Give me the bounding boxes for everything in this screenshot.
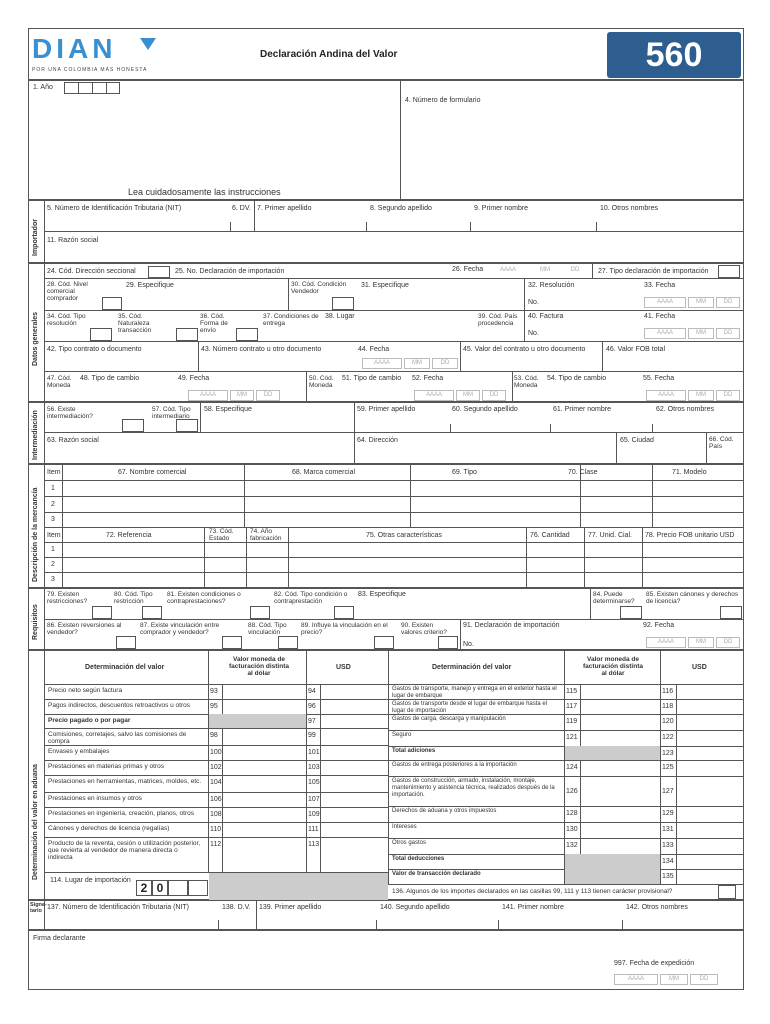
det-right-row-label: Total adiciones (392, 748, 436, 754)
instructions-text: Lea cuidadosamente las instrucciones (128, 187, 281, 197)
det-right-usd-number[interactable]: 129 (662, 810, 674, 817)
field-49-label: 49. Fecha (178, 375, 210, 382)
field-139-label: 139. Primer apellido (259, 904, 322, 911)
section-determinacion: Determinación del valor en aduana (32, 764, 39, 880)
det-left-box-number[interactable]: 108 (210, 811, 222, 818)
field-81-input[interactable] (250, 606, 270, 619)
det-gray-123 (565, 746, 660, 760)
field-88-label: 88. Cód. Tipo vinculación (248, 622, 287, 636)
det-right-usd-number[interactable]: 131 (662, 826, 674, 833)
field-45-label: 45. Valor del contrato u otro documento (463, 346, 586, 353)
field-91-label: 91. Declaración de importación (463, 622, 560, 629)
field-138-label: 138. D.V. (222, 904, 251, 911)
field-77-label: 77. Unid. Cial. (588, 532, 632, 539)
field-70-label: 70. Clase (568, 469, 598, 476)
det-left-usd-number[interactable]: 94 (308, 688, 316, 695)
field-8-label: 8. Segundo apellido (370, 205, 432, 212)
field-52-label: 52. Fecha (412, 375, 444, 382)
det-left-box-number[interactable]: 102 (210, 764, 222, 771)
field-10-label: 10. Otros nombres (600, 205, 658, 212)
field-9-label: 9. Primer nombre (474, 205, 529, 212)
field-74-label: 74. Año fabricación (250, 528, 282, 542)
det-left-row-label: Precio pagado o por pagar (48, 717, 131, 724)
field-79-input[interactable] (92, 606, 112, 619)
field-24-label: 24. Cód. Dirección seccional (47, 268, 136, 275)
field-43-label: 43. Número contrato u otro documento (201, 346, 322, 353)
desc-item-header: Item (47, 469, 61, 476)
det-right-row-label: Seguro (392, 732, 412, 738)
det-right-row-label: Valor de transacción declarado (392, 871, 481, 877)
det-left-usd-number[interactable]: 105 (308, 779, 320, 786)
det-header-left: Determinación del valor (85, 664, 165, 671)
field-64-label: 64. Dirección (357, 437, 398, 444)
field-41-label: 41. Fecha (644, 313, 676, 320)
field-91-no: No. (463, 641, 474, 648)
det-header-moneda-right: Valor moneda de facturación distinta al dólar (583, 656, 643, 677)
det-left-row-label: Prestaciones en herramientas, matrices, moldes, etc. (48, 778, 202, 785)
det-right-box-number[interactable]: 119 (566, 718, 578, 725)
field-32-label: 32. Resolución (528, 282, 575, 289)
field-27-input[interactable] (718, 265, 740, 278)
field-30-input[interactable] (332, 297, 354, 310)
det-left-row-label: Pagos indirectos, descuentos retroactivos u otros (48, 702, 190, 709)
desc-row-3b: 3 (51, 576, 55, 583)
det-left-box-number[interactable]: 100 (210, 749, 222, 756)
field-40-label: 40. Factura (528, 313, 564, 320)
field-29-label: 29. Especifique (126, 282, 174, 289)
field-136-label: 136. Algunos de los importes declarados en las casillas 99, 111 y 113 tienen carácter provisional? (392, 888, 673, 895)
field-35-input[interactable] (176, 328, 198, 341)
det-left-usd-number[interactable]: 109 (308, 811, 320, 818)
field-84-input[interactable] (620, 606, 642, 619)
field-80-input[interactable] (142, 606, 162, 619)
field-44-label: 44. Fecha (358, 346, 390, 353)
field-56-input[interactable] (122, 419, 144, 432)
field-88-input[interactable] (278, 636, 298, 649)
section-signatario: Signa- tario (30, 902, 47, 914)
det-header-usd-left: USD (336, 664, 351, 671)
field-82-label: 82. Cód. Tipo condición o contraprestación (274, 591, 348, 605)
det-left-usd-number[interactable]: 101 (308, 749, 320, 756)
field-63-label: 63. Razón social (47, 437, 99, 444)
section-datos-generales: Datos generales (32, 311, 39, 366)
field-31-label: 31. Especifique (361, 282, 409, 289)
det-left-usd-number[interactable]: 99 (308, 732, 316, 739)
section-descripcion: Descripción de la mercancía (32, 487, 39, 582)
field-51-label: 51. Tipo de cambio (342, 375, 402, 382)
field-38-label: 38. Lugar (325, 313, 355, 320)
field-87-label: 87. Existe vinculación entre comprador y vendedor? (140, 622, 220, 636)
det-left-row-label: Comisiones, corretajes, salvo las comisiones de compra (48, 731, 187, 745)
field-62-label: 62. Otros nombres (656, 406, 714, 413)
det-gray-134-135 (565, 854, 660, 884)
form-number: 560 (645, 36, 703, 74)
field-82-input[interactable] (334, 606, 354, 619)
field-140-label: 140. Segundo apellido (380, 904, 450, 911)
field-36-label: 36. Cód. Forma de envío (200, 313, 228, 334)
desc-item-header-2: Item (47, 532, 61, 539)
field-67-label: 67. Nombre comercial (118, 469, 187, 476)
field-46-label: 46. Valor FOB total (606, 346, 666, 353)
det-right-row-line (388, 776, 744, 777)
section-importador: Importador (32, 219, 39, 256)
field-66-label: 66. Cód. País (709, 436, 734, 450)
field-73-label: 73. Cód. Estado (209, 528, 234, 542)
field-11-label: 11. Razón social (47, 237, 99, 244)
field-72-label: 72. Referencia (106, 532, 152, 539)
field-76-label: 76. Cantidad (530, 532, 570, 539)
section-intermediacion: Intermediación (32, 410, 39, 460)
det-left-row-label: Cánones y derechos de licencia (regalías) (48, 825, 170, 832)
field-92-label: 92. Fecha (643, 622, 675, 629)
field-28-input[interactable] (102, 297, 122, 310)
det-left-box-number[interactable]: 95 (210, 703, 218, 710)
field-55-label: 55. Fecha (643, 375, 675, 382)
field-50-label: 50. Cód. Moneda (309, 375, 334, 389)
field-57-label: 57. Cód. Tipo intermediario (152, 406, 191, 420)
field-1-label: 1. Año (33, 84, 53, 91)
field-47-label: 47. Cód. Moneda (47, 375, 72, 389)
det-left-row-label: Prestaciones en insumos y otros (48, 795, 142, 802)
logo-text: DIAN (32, 36, 117, 62)
field-56-label: 56. Existe intermediación? (47, 406, 93, 420)
det-right-row-label: Total deducciones (392, 856, 445, 862)
field-32-no: No. (528, 299, 539, 306)
field-34-label: 34. Cód. Tipo resolución (47, 313, 86, 327)
field-68-label: 68. Marca comercial (292, 469, 356, 476)
field-81-label: 81. Existen condiciones o contraprestaciones? (167, 591, 241, 605)
det-right-usd-number[interactable]: 135 (662, 873, 674, 880)
field-84-label: 84. Puede determinarse? (593, 591, 635, 605)
desc-row-3: 3 (51, 516, 55, 523)
det-left-box-number[interactable]: 93 (210, 688, 218, 695)
desc-row-2b: 2 (51, 561, 55, 568)
field-80-label: 80. Cód. Tipo restricción (114, 591, 153, 605)
field-85-input[interactable] (720, 606, 742, 619)
det-right-row-label: Gastos de transporte desde el lugar de embarque hasta el lugar de importación (392, 701, 548, 714)
field-48-label: 48. Tipo de cambio (80, 375, 140, 382)
det-right-usd-number[interactable]: 123 (662, 750, 674, 757)
det-left-box-number[interactable]: 104 (210, 779, 222, 786)
field-7-label: 7. Primer apellido (257, 205, 312, 212)
det-left-usd-number[interactable]: 103 (308, 764, 320, 771)
det-right-row-label: Gastos de construcción, armado, instalación, montaje, mantenimiento y asistencia técnica, realizados después de la importación. (392, 778, 555, 798)
field-36-input[interactable] (236, 328, 258, 341)
field-59-label: 59. Primer apellido (357, 406, 416, 413)
field-4-label: 4. Número de formulario (405, 97, 481, 104)
field-89-label: 89. Influye la vinculación en el precio? (301, 622, 388, 636)
field-39-label: 39. Cód. País procedencia (478, 313, 518, 327)
field-78-label: 78. Precio FOB unitario USD (645, 532, 735, 539)
det-right-usd-number[interactable]: 122 (662, 734, 674, 741)
descripcion-frame (28, 464, 744, 588)
field-5-label: 5. Número de Identificación Tributaria (NIT) (47, 205, 182, 212)
field-30-label: 30. Cód. Condición Vendedor (291, 281, 347, 295)
field-85-label: 85. Existen cánones y derechos de licencia? (646, 591, 739, 605)
logo-mark-icon (140, 38, 156, 50)
field-42-label: 42. Tipo contrato o documento (47, 346, 142, 353)
det-left-row-label: Envases y embalajes (48, 748, 110, 755)
det-left-usd-number[interactable]: 111 (308, 826, 319, 833)
year-digit-3[interactable] (168, 880, 188, 896)
field-83-label: 83. Especifique (358, 591, 406, 598)
field-90-input[interactable] (438, 636, 458, 649)
field-69-label: 69. Tipo (452, 469, 477, 476)
year-digit-4[interactable] (188, 880, 208, 896)
det-right-box-number[interactable]: 132 (566, 842, 578, 849)
field-87-input[interactable] (222, 636, 242, 649)
det-right-row-label: Intereses (392, 824, 417, 830)
det-left-row-label: Precio neto según factura (48, 687, 123, 694)
det-right-box-number[interactable]: 130 (566, 826, 578, 833)
det-right-usd-number[interactable]: 133 (662, 842, 674, 849)
top-frame (28, 80, 744, 200)
det-right-row-label: Gastos de entrega posteriores a la importación (392, 762, 517, 768)
det-gray-114 (209, 873, 388, 900)
det-right-usd-number[interactable]: 116 (662, 688, 674, 695)
field-997-label: 997. Fecha de expedición (614, 960, 695, 967)
field-40-no: No. (528, 330, 539, 337)
form-title: Declaración Andina del Valor (260, 49, 398, 60)
field-114-label: 114. Lugar de importación (50, 877, 131, 884)
det-left-box-number[interactable]: 98 (210, 732, 218, 739)
det-right-box-number[interactable]: 115 (566, 688, 578, 695)
field-35-label: 35. Cód. Naturaleza transacción (118, 313, 152, 334)
det-right-row-label: Otros gastos (392, 840, 427, 846)
field-71-label: 71. Modelo (672, 469, 707, 476)
det-left-box-number[interactable]: 106 (210, 796, 222, 803)
section-requisitos: Requisitos (32, 604, 39, 640)
field-58-label: 58. Especifique (204, 406, 252, 413)
det-left-row-label: Producto de la reventa, cesión o utilización posterior, que revierta al vendedor de manera directa o indirecta (48, 840, 201, 861)
field-89-input[interactable] (374, 636, 394, 649)
det-right-usd-number[interactable]: 120 (662, 718, 674, 725)
det-left-usd-number[interactable]: 96 (308, 703, 316, 710)
det-right-usd-number[interactable]: 127 (662, 788, 674, 795)
det-right-box-number[interactable]: 128 (566, 810, 578, 817)
field-142-label: 142. Otros nombres (626, 904, 688, 911)
field-26-label: 26. Fecha (452, 266, 484, 273)
det-left-usd-number[interactable]: 107 (308, 796, 320, 803)
det-right-usd-number[interactable]: 134 (662, 858, 674, 865)
field-28-label: 28. Cód. Nivel comercial comprador (47, 281, 88, 302)
det-right-box-number[interactable]: 124 (566, 764, 578, 771)
field-65-label: 65. Ciudad (620, 437, 654, 444)
firma-label: Firma declarante (33, 935, 86, 942)
field-141-label: 141. Primer nombre (502, 904, 564, 911)
slogan: POR UNA COLOMBIA MÁS HONESTA (32, 67, 148, 73)
field-24-input[interactable] (148, 266, 170, 278)
det-left-usd-number[interactable]: 113 (308, 841, 320, 848)
det-left-box-number[interactable]: 110 (210, 826, 222, 833)
field-33-label: 33. Fecha (644, 282, 676, 289)
det-header-usd-right: USD (692, 664, 707, 671)
dian-logo (32, 36, 162, 62)
field-136-input[interactable] (718, 885, 736, 899)
det-right-row-label: Gastos de transporte, manejo y entrega en el exterior hasta el lugar de embarque (392, 686, 557, 699)
field-79-label: 79. Existen restricciones? (47, 591, 88, 605)
det-right-usd-number[interactable]: 125 (662, 764, 674, 771)
desc-row-2: 2 (51, 501, 55, 508)
field-137-label: 137. Número de Identificación Tributaria (NIT) (47, 904, 190, 911)
det-left-usd-number[interactable]: 97 (308, 718, 316, 725)
field-37-label: 37. Condiciones de entrega (263, 313, 319, 327)
field-75-label: 75. Otras características (366, 532, 442, 539)
year-prefix-0: 0 (152, 880, 168, 896)
det-left-row-label: Prestaciones en ingeniería, creación, planos, otros (48, 810, 194, 817)
field-90-label: 90. Existen valores criterio? (401, 622, 447, 636)
det-right-box-number[interactable]: 126 (566, 788, 578, 795)
det-left-row-label: Prestaciones en materias primas y otros (48, 763, 164, 770)
field-86-label: 86. Existen reversiones al vendedor? (47, 622, 122, 636)
field-27-label: 27. Tipo declaración de importación (598, 268, 709, 275)
det-left-box-number[interactable]: 112 (210, 841, 222, 848)
field-25-label: 25. No. Declaración de importación (175, 268, 285, 275)
det-right-usd-number[interactable]: 118 (662, 703, 674, 710)
field-57-input[interactable] (176, 419, 198, 432)
year-prefix-2: 2 (136, 880, 152, 896)
form-number-badge (607, 32, 741, 78)
desc-row-1: 1 (51, 485, 55, 492)
det-right-box-number[interactable]: 117 (566, 703, 578, 710)
field-61-label: 61. Primer nombre (553, 406, 611, 413)
det-gray-97 (209, 714, 306, 728)
field-54-label: 54. Tipo de cambio (547, 375, 607, 382)
det-right-row-label: Derechos de aduana y otros impuestos (392, 808, 497, 814)
field-53-label: 53. Cód. Moneda (514, 375, 539, 389)
det-header-right: Determinación del valor (432, 664, 512, 671)
field-60-label: 60. Segundo apellido (452, 406, 518, 413)
det-right-box-number[interactable]: 121 (566, 734, 578, 741)
det-header-moneda-left: Valor moneda de facturación distinta al dólar (229, 656, 289, 677)
field-86-input[interactable] (116, 636, 136, 649)
det-right-row-label: Gastos de carga, descarga y manipulación (392, 716, 506, 722)
field-6-label: 6. DV. (232, 205, 251, 212)
desc-row-1b: 1 (51, 546, 55, 553)
field-34-input[interactable] (90, 328, 112, 341)
